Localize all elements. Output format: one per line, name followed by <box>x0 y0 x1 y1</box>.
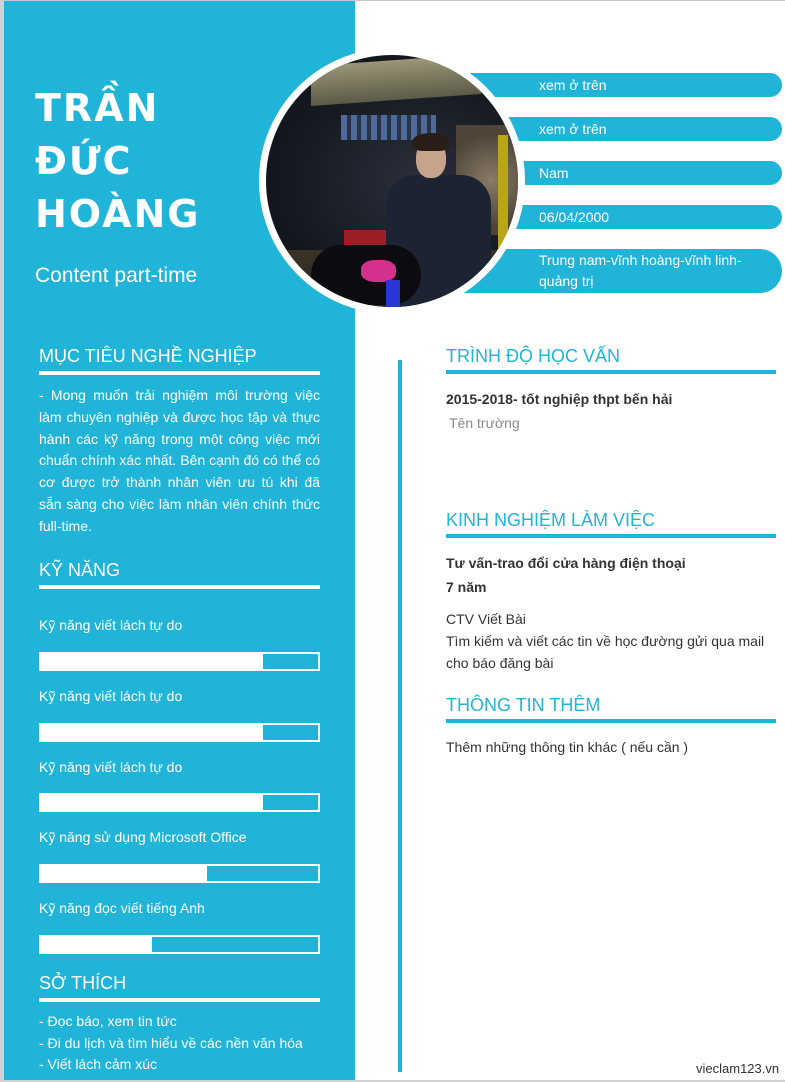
info-pill-email: xem ở trên <box>440 117 782 141</box>
skill-bar <box>39 723 320 742</box>
photo-detail <box>498 135 508 305</box>
name-line: TRẦN <box>35 86 160 130</box>
skill-fill <box>41 866 207 881</box>
skill-label: Kỹ năng viết lách tự do <box>39 759 183 775</box>
experience-title: CTV Viết Bài <box>446 611 526 627</box>
skill-bar <box>39 935 320 954</box>
objective-heading: MỤC TIÊU NGHỀ NGHIỆP <box>39 345 320 375</box>
candidate-name <box>35 82 201 241</box>
skill-fill <box>41 654 263 669</box>
skill-label: Kỹ năng viết lách tự do <box>39 688 183 704</box>
watermark: vieclam123.vn <box>696 1061 780 1076</box>
education-heading: TRÌNH ĐỘ HỌC VẤN <box>446 345 776 374</box>
photo-detail <box>361 260 396 282</box>
name-line: ĐỨC <box>35 139 133 183</box>
skill-label: Kỹ năng sử dụng Microsoft Office <box>39 829 247 845</box>
experience-heading: KINH NGHIỆM LÀM VIỆC <box>446 509 776 538</box>
objective-text: - Mong muốn trải nghiệm môi trường việc làm chuyên nghiệp và được học tập và thực hành các kỹ năng trong một công việc mới chuẩn chính xác nhất. Bên cạnh đó có thể có cơ được trở thành nhân viên ưu tú khi đã sẵn sàng cho việc làm nhân viên chính thức full-time. <box>39 387 320 534</box>
skill-fill <box>41 937 152 952</box>
profile-photo <box>259 48 525 314</box>
skill-fill <box>41 795 263 810</box>
photo-detail <box>412 133 450 151</box>
education-entry-title: 2015-2018- tốt nghiệp thpt bến hải <box>446 391 673 407</box>
hobbies-heading: SỞ THÍCH <box>39 972 320 1002</box>
experience-title: Tư vấn-trao đổi cửa hàng điện thoại <box>446 555 686 571</box>
experience-description: Tìm kiếm và viết các tin về học đường gửi qua mail cho báo đăng bài <box>446 633 765 671</box>
timeline-divider <box>398 360 402 1072</box>
photo-detail <box>386 280 400 310</box>
additional-info-heading: THÔNG TIN THÊM <box>446 694 776 723</box>
hobby-item: - Viết lách cảm xúc <box>39 1056 158 1072</box>
job-title: Content part-time <box>35 264 198 287</box>
photo-detail <box>311 54 481 106</box>
skill-bar <box>39 793 320 812</box>
education-school: Tên trường <box>449 415 520 431</box>
hobby-item: - Đọc báo, xem tin tức <box>39 1013 177 1029</box>
skill-label: Kỹ năng viết lách tự do <box>39 617 183 633</box>
skills-heading: KỸ NĂNG <box>39 559 320 589</box>
additional-info-text: Thêm những thông tin khác ( nếu cần ) <box>446 739 689 755</box>
info-pill-gender: Nam <box>440 161 782 185</box>
info-pill-birthday: 06/04/2000 <box>440 205 782 229</box>
info-pill-phone: xem ở trên <box>440 73 782 97</box>
skill-bar <box>39 864 320 883</box>
skill-fill <box>41 725 263 740</box>
hobby-item: - Đi du lịch và tìm hiểu về các nền văn hóa <box>39 1035 303 1051</box>
info-pill-address: Trung nam-vĩnh hoàng-vĩnh linh-quảng trị <box>440 249 782 293</box>
name-line: HOÀNG <box>35 192 201 236</box>
experience-duration: 7 năm <box>446 579 487 595</box>
skill-bar <box>39 652 320 671</box>
skill-label: Kỹ năng đọc viết tiếng Anh <box>39 900 205 916</box>
